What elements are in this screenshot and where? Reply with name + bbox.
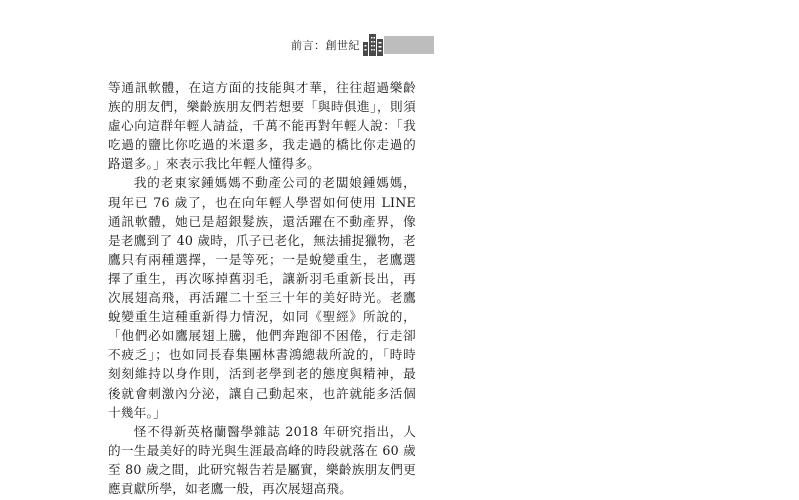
page-number-bar [384, 36, 799, 54]
paragraph: 我的老東家鍾媽媽不動產公司的老闆娘鍾媽媽，現年已 76 歲了，也在向年輕人學習如何使用 LINE 通訊軟體，她已是超銀髮族，還活躍在不動產界，像是老鷹到了 40 歲時，爪子已老化，無法捕捉獵物，老鷹只有兩種選擇，一是等死；一是蛻變重生，老鷹選擇了重生，再次啄掉舊羽毛，讓新羽毛重新長出，再次展翅高飛，再活躍二十至三十年的美好時光。老鷹蛻變重生這種重新得力情況，如同《聖經》所說的，「他們必如鷹展翅上騰，他們奔跑卻不困倦，行走卻不疲乏」；也如同長春集團林書鴻總裁所說的，「時時刻刻維持以身作則，活到老學到老的態度與精神，最後就會刺激內分泌，讓自己動起來，也許就能多活個十幾年。」 [108, 175, 416, 420]
paragraph: 等通訊軟體，在這方面的技能與才華，往往超過樂齡族的朋友們，樂齡族朋友們若想要「與時俱進」，則須虛心向這群年輕人請益，千萬不能再對年輕人說：「我吃過的鹽比你吃過的米還多，我走過的橋比你走過的路還多。」來表示我比年輕人懂得多。 [108, 80, 416, 172]
city-buildings-icon [362, 32, 384, 56]
body-text [108, 78, 416, 498]
page-number: 003 [772, 39, 799, 53]
chapter-title: 前言：創世紀 [291, 39, 360, 52]
page-header [0, 32, 799, 58]
paragraph: 怪不得新英格蘭醫學雜誌 2018 年研究指出，人的一生最美好的時光與生涯最高峰的時段就落在 60 歲至 80 歲之間，此研究報告若是屬實，樂齡族朋友們更應貢獻所學，如老鷹一般，再次展翅高飛。 [108, 423, 416, 496]
